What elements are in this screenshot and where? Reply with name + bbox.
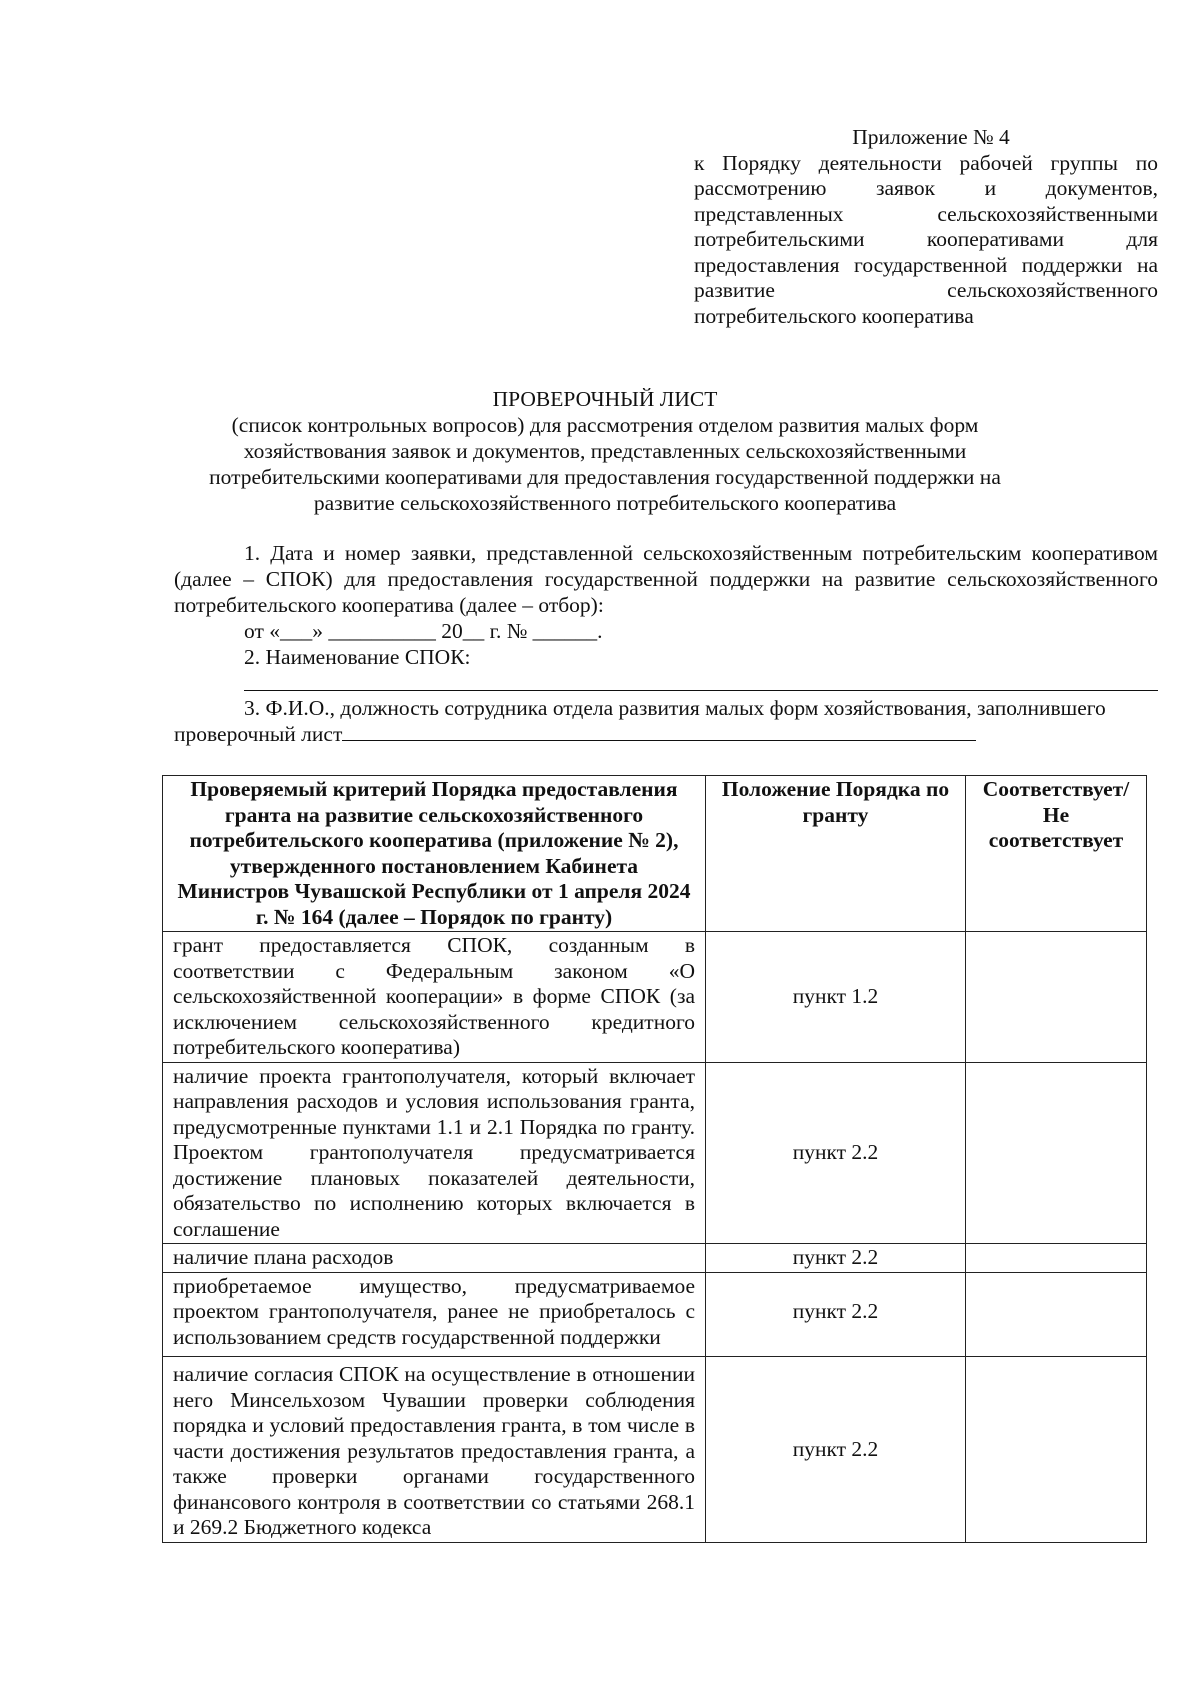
item-3-text: 3. Ф.И.О., должность сотрудника отдела развития малых форм хозяйствования, заполнившего проверочный лист (174, 696, 1106, 746)
provision-cell: пункт 2.2 (706, 1062, 966, 1244)
table-header-row (163, 776, 1147, 932)
criterion-cell: приобретаемое имущество, предусматриваемое проектом грантополучателя, ранее не приобреталось с использованием средств государственной поддержки (163, 1272, 706, 1357)
employee-fill-line (342, 722, 976, 741)
appendix-description: к Порядку деятельности рабочей группы по рассмотрению заявок и документов, представленных сельскохозяйственными потребительскими кооперативами для предоставления государственной поддержки на развитие сельскохозяйственного потребительского кооператива (694, 150, 1158, 328)
provision-cell: пункт 2.2 (706, 1357, 966, 1543)
criterion-cell: наличие проекта грантополучателя, который включает направления расходов и условия использования гранта, предусмотренные пунктами 1.1 и 2.1 Порядка по гранту. Проектом грантополучателя предусматривается достижение плановых показателей деятельности, обязательство по исполнению которых включается в соглашение (163, 1062, 706, 1244)
document-title: ПРОВЕРОЧНЫЙ ЛИСТ (492, 387, 718, 411)
criteria-table (162, 775, 1147, 1543)
item-2-text: 2. Наименование СПОК: (244, 645, 471, 669)
compliance-cell[interactable] (966, 1244, 1147, 1273)
table-row (163, 1272, 1147, 1357)
compliance-cell[interactable] (966, 1272, 1147, 1357)
table-row (163, 1357, 1147, 1543)
table-row (163, 1244, 1147, 1273)
appendix-number: Приложение № 4 (852, 125, 1010, 149)
criterion-cell: наличие плана расходов (163, 1244, 706, 1273)
provision-cell: пункт 2.2 (706, 1272, 966, 1357)
appendix-block (694, 125, 1158, 329)
item-3-paragraph (174, 695, 1158, 747)
table-row (163, 932, 1147, 1063)
compliance-cell[interactable] (966, 1062, 1147, 1244)
document-subtitle: (список контрольных вопросов) для рассмотрения отделом развития малых форм хозяйствования заявок и документов, представленных сельскохозяйственными потребительскими кооперативами для предоставления государственной поддержки на развитие сельскохозяйственного потребительского кооператива (209, 413, 1001, 515)
header-criterion: Проверяемый критерий Порядка предоставления гранта на развитие сельскохозяйственного потребительского кооператива (приложение № 2), утвержденного постановлением Кабинета Министров Чувашской Республики от 1 апреля 2024 г. № 164 (далее – Порядок по гранту) (163, 776, 706, 932)
criterion-cell: грант предоставляется СПОК, созданным в соответствии с Федеральным законом «О сельскохозяйственной кооперации» в форме СПОК (за исключением сельскохозяйственного кредитного потребительского кооператива) (163, 932, 706, 1063)
document-title-block (200, 386, 1010, 516)
document-body (174, 540, 1158, 747)
item-1-text: 1. Дата и номер заявки, представленной сельскохозяйственным потребительским кооперативом (далее – СПОК) для предоставления государственной поддержки на развитие сельскохозяйственного потребительского кооператива (далее – отбор): (174, 541, 1158, 617)
compliance-cell[interactable] (966, 932, 1147, 1063)
header-provision: Положение Порядка по гранту (706, 776, 966, 932)
provision-cell: пункт 2.2 (706, 1244, 966, 1273)
provision-cell: пункт 1.2 (706, 932, 966, 1063)
table-row (163, 1062, 1147, 1244)
spok-name-fill-line (244, 670, 1158, 691)
header-compliance: Соответствует/Не соответствует (966, 776, 1147, 932)
date-number-line: от «___» __________ 20__ г. № ______. (244, 619, 603, 643)
criterion-cell: наличие согласия СПОК на осуществление в отношении него Минсельхозом Чувашии проверки соблюдения порядка и условий предоставления гранта, в том числе в части достижения результатов предоставления гранта, а также проверки органами государственного финансового контроля в соответствии со статьями 268.1 и 269.2 Бюджетного кодекса (163, 1357, 706, 1543)
compliance-cell[interactable] (966, 1357, 1147, 1543)
